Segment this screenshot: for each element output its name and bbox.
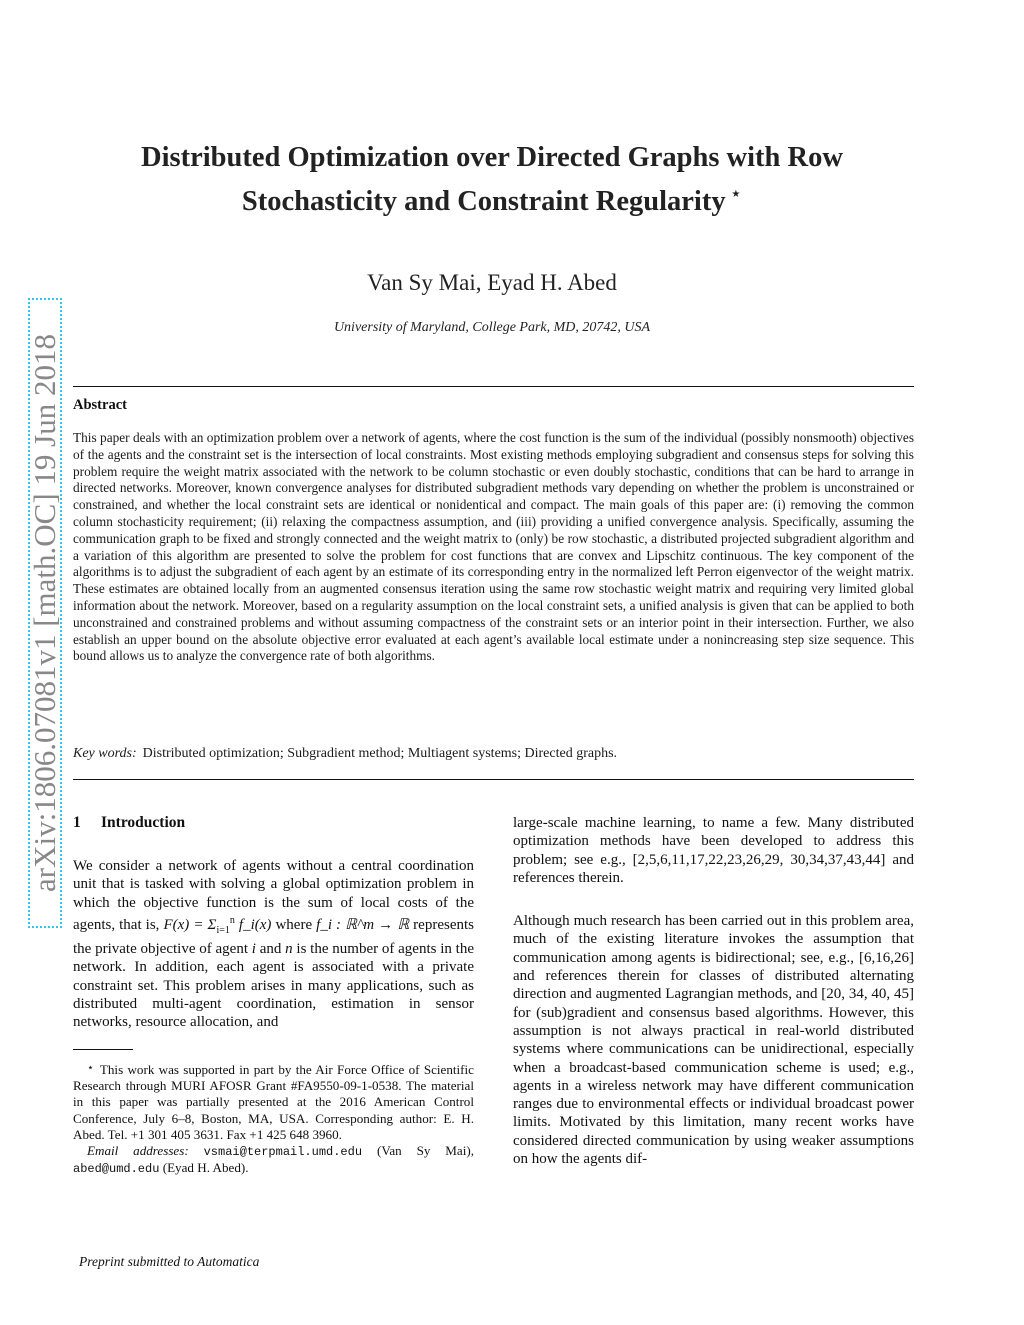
math-fi-map: f_i : ℝ^m → ℝ: [316, 916, 410, 933]
right-column: [513, 814, 914, 1168]
math-fi-x: f_i(x): [238, 916, 272, 933]
section-heading: [73, 814, 474, 832]
title-line-1: Distributed Optimization over Directed Graphs with Row: [141, 142, 843, 173]
footnote-star: ⋆: [87, 1061, 94, 1074]
intro-p1-where: where: [271, 916, 317, 933]
abstract-heading: Abstract: [73, 397, 127, 413]
title-line-2: Stochasticity and Constraint Regularity: [241, 186, 726, 217]
math-objective: F(x) = Σ: [163, 916, 217, 933]
preprint-notice: Preprint submitted to Automatica: [79, 1254, 260, 1269]
paper-title: [70, 140, 914, 220]
intro-p1-text-a: We consider a network of agents without a central coordination unit that is tasked with solving a global optimization problem in which the objective function is the sum of local costs of the agents, that is,: [73, 858, 474, 933]
footnote: [73, 1060, 474, 1178]
intro-p1-and: and: [255, 941, 286, 958]
authors: Van Sy Mai, Eyad H. Abed: [367, 270, 617, 295]
email-2-name: (Eyad H. Abed).: [162, 1160, 249, 1176]
math-i: i: [251, 941, 256, 958]
footnote-rule: [73, 1049, 133, 1050]
intro-p1-text-c: is the number of agents in the network. In addition, each agent is associated with a private constraint set. This problem arises in many applications, such as distributed multi-agent coordination, estimation in sensor networks, resource allocation, and: [73, 941, 474, 1031]
email-label: Email addresses:: [87, 1143, 189, 1159]
math-sum-upper: n: [229, 914, 235, 926]
left-column: [73, 814, 474, 1178]
email-1-name: (Van Sy Mai),: [376, 1143, 475, 1159]
arxiv-stamp-text: arXiv:1806.07081v1 [math.OC] 19 Jun 2018: [27, 334, 62, 892]
math-n: n: [285, 941, 293, 958]
arxiv-stamp: [28, 298, 62, 928]
intro-paragraph-3: Although much research has been carried out in this problem area, much of the existing literature invokes the assumption that communication among agents is bidirectional; see, e.g., [6,16,26] and references therein for classes of distributed alternating direction and augmented Lagrangian methods, and [20, 34, 40, 45] for (sub)gradient and consensus based algorithms. However, this assumption is not always practical in real-world distributed systems where communications can be unidirectional, especially when a broadcast-based communication scheme is used; e.g., agents in a wireless network may have different communication ranges due to environmental effects or individual broadcast power limits. Motivated by this limitation, many recent works have considered directed communication by using weaker assumptions on how the agents dif-: [513, 913, 914, 1168]
keywords-label: Key words:: [73, 746, 137, 761]
footnote-text: This work was supported in part by the Air Force Office of Scientific Research through MURI AFOSR Grant #FA9550-09-1-0538. The material in this paper was partially presented at the 2016 American Control Conference, July 6–8, Boston, MA, USA. Corresponding author: E. H. Abed. Tel. +1 301 405 3631. Fax +1 425 648 3960.: [73, 1061, 474, 1142]
title-line-2-wrap: [70, 176, 914, 220]
title-footnote-star: ⋆: [729, 183, 743, 205]
math-sum-lower: i=1: [216, 924, 230, 936]
keywords-text: Distributed optimization; Subgradient method; Multiagent systems; Directed graphs.: [142, 746, 618, 761]
affiliation: University of Maryland, College Park, MD, 20742, USA: [333, 320, 651, 335]
keywords: [73, 746, 914, 762]
section-title: Introduction: [101, 814, 186, 831]
footnote-emails: [73, 1143, 474, 1178]
intro-paragraph-2: large-scale machine learning, to name a few. Many distributed optimization methods have been developed to address this problem; see e.g., [2,5,6,11,17,22,23,26,29, 30,34,37,43,44] and references therein.: [513, 815, 914, 886]
email-link-1[interactable]: vsmai@terpmail.umd.edu: [203, 1145, 363, 1160]
rule-bottom: [73, 779, 914, 780]
rule-top: [73, 386, 914, 387]
intro-p1-text-b: represents the private objective of agent: [73, 916, 474, 958]
footnote-funding: [73, 1060, 474, 1143]
email-link-2[interactable]: abed@umd.edu: [73, 1162, 160, 1177]
abstract-body: This paper deals with an optimization problem over a network of agents, where the cost function is the sum of the individual (possibly nonsmooth) objectives of the agents and the constraint set is the intersection of local constraints. Most existing methods employing subgradient and consensus steps for solving this problem require the weight matrix associated with the network to be column stochastic or even doubly stochastic, conditions that can be hard to arrange in directed networks. Moreover, known convergence analyses for distributed subgradient methods vary depending on whether the problem is unconstrained or constrained, and whether the local constraint sets are identical or nonidentical and compact. The main goals of this paper are: (i) removing the common column stochasticity requirement; (ii) relaxing the compactness assumption, and (iii) providing a unified convergence analysis. Specifically, assuming the communication graph to be fixed and strongly connected and the weight matrix to (only) be row stochastic, a distributed projected subgradient algorithm and a variation of this algorithm are presented to solve the problem for cost functions that are convex and Lipschitz continuous. The key component of the algorithms is to adjust the subgradient of each agent by an estimate of its corresponding entry in the normalized left Perron eigenvector of the weight matrix. These estimates are obtained locally from an augmented consensus iteration using the same row stochastic weight matrix and requiring very limited global information about the network. Moreover, based on a regularity assumption on the local constraint sets, a unified analysis is given that can be applied to both unconstrained and constrained problems and without assuming compactness of the constraint sets or an interior point in their intersection. Further, we also establish an upper bound on the absolute objective error evaluated at each agent’s available local estimate under a nonincreasing step size sequence. This bound allows us to analyze the convergence rate of both algorithms.: [73, 430, 914, 664]
section-number: 1: [73, 814, 81, 831]
intro-paragraph-1: [73, 857, 474, 1032]
